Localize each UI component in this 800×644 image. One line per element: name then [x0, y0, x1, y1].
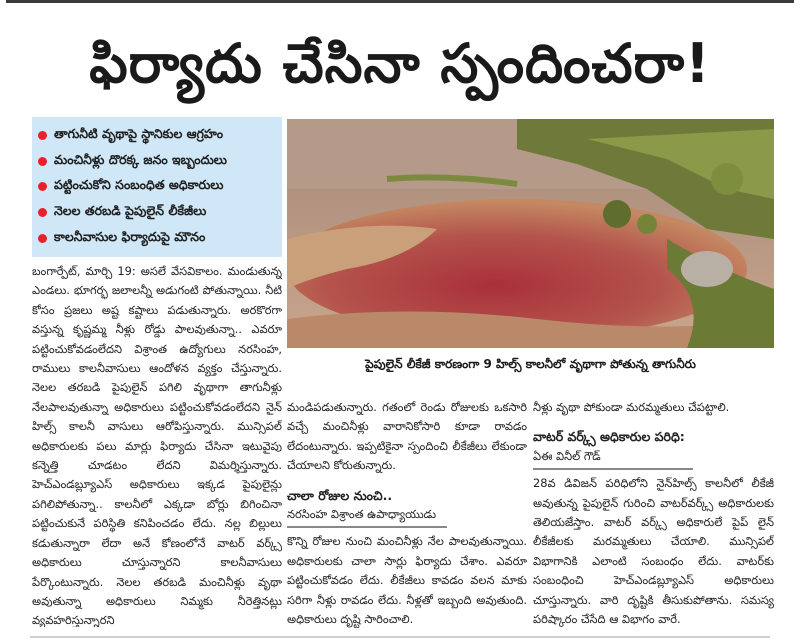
- byline: ఏఈ వినీల్ గౌడ్: [533, 448, 601, 463]
- article-text: 28వ డివిజన్ పరిధిలోని నైన్‌హిల్స్ కాలనీలో లీకేజీ అవుతున్న పైపులైన్ గురించి వాటర్‌వర్క్స్ అధికారులకు తెలియజేస్తాం. వాటర్ వర్క్స్ అధికారులే పైప్ లైన్ లీకేజీలకు మరమ్మతులు చేయాలి. మున్సిపల్ విభాగానికి ఎలాంటి సంబంధం లేదు. వాటర్‌కు సంబంధించి హెచ్ఎండబ్ల్యూఎస్ అధికారులు చూస్తున్నారు. వారి దృష్టికి తీసుకుపోతాను. సమస్య పరిష్కారం చేసేది ఆ విభాగం వారే.: [533, 476, 774, 627]
- top-rule: [6, 0, 794, 3]
- bullet-dot-icon: [38, 131, 47, 140]
- divider: [287, 526, 447, 528]
- highlight-item: తాగునీటి వృథాపై స్థానికుల ఆగ్రహం: [38, 123, 276, 149]
- news-photo: [287, 119, 774, 348]
- article-text: బంగార్పేట్, మార్చి 19: అసలే వేసవికాలం. మండుతున్న ఎండలు. భూగర్భ జలాలన్నీ అడుగంటి పోతున్నాయి. నీటి కోసం ప్రజలు అష్ట కష్టాలు పడుతున్నారు. అరకొరగా వస్తున్న కృష్ణమ్మ నీళ్లు రోడ్డు పాలవుతున్నా.. ఎవరూ పట్టించుకోవడంలేదని విశ్రాంత ఉద్యోగులు నరసింహ, రాములు కాలనీవాసులు ఆందోళన వ్యక్తం చేస్తున్నారు. నెలల తరబడి పైపులైన్ పగిలి వృథాగా తాగునీళ్లు నేలపాలవుతున్నా అధికారులు పట్టించుకోవడంలేదని నైన్ హిల్స్ కాలనీ వాసులు ఆరోపిస్తున్నారు. మున్సిపల్ అధికారులకు పలు మార్లు ఫిర్యాదు చేసినా ఇటువైపు కన్నెత్తి చూడటం లేదని విమర్శిస్తున్నారు. హెచ్ఎండబ్ల్యూఎస్ అధికారులు ఇక్కడ పైపులైన్లు పగిలిపోతున్నా.. కాలనీలో ఎక్కడా బోర్లు బిగించినా పట్టించుకునే పరిస్థితి కనిపించడం లేదు. నల్ల బిల్లులు కడుతున్నారా లేదా అనే కోణంలోనే వాటర్ వర్క్స్ అధికారులు చూస్తున్నారని కాలనీవాసులు పేర్కొంటున్నారు. నెలల తరబడి మంచినీళ్లు వృథా అవుతున్నా అధికారులు నిమ్మకు నీరెత్తినట్లు వ్యవహరిస్తున్నారని: [32, 264, 282, 627]
- article-column-2: [287, 398, 527, 628]
- subheading: చాలా రోజుల నుంచి..: [287, 487, 393, 503]
- byline: నరసింహ విశ్రాంత ఉపాధ్యాయుడు: [287, 507, 437, 522]
- highlight-item: పట్టించుకోని సంబంధిత అధికారులు: [38, 174, 276, 200]
- bullet-dot-icon: [38, 182, 47, 191]
- highlight-item: నెలల తరబడి పైపులైన్ లీకేజీలు: [38, 200, 276, 226]
- article-text: నీళ్లు వృథా పోకుండా మరమ్మతులు చేపట్టాలి.: [533, 400, 730, 414]
- highlight-item: మంచినీళ్లు దొరక్క జనం ఇబ్బందులు: [38, 149, 276, 175]
- subheading: వాటర్ వర్క్స్ అధికారుల పరిధి:: [533, 429, 685, 445]
- bottom-rule: [30, 636, 770, 638]
- highlights-box: [32, 117, 282, 257]
- photo-caption: పైపులైన్ లీకేజీ కారణంగా 9 హిల్స్ కాలనీలో వృథాగా పోతున్న తాగునీరు: [365, 357, 696, 371]
- bullet-dot-icon: [38, 234, 47, 243]
- article-column-3: [533, 398, 774, 628]
- article-column-1: [32, 262, 282, 627]
- divider: [533, 468, 693, 470]
- bullet-dot-icon: [38, 208, 47, 217]
- bullet-dot-icon: [38, 157, 47, 166]
- headline: ఫిర్యాదు చేసినా స్పందించరా!: [89, 32, 711, 95]
- article-text: కొన్ని రోజుల నుంచి మంచినీళ్లు నేల పాలవుతున్నాయి. అధికారులకు చాలా సార్లు ఫిర్యాదు చేశాం. ఎవరూ పట్టించుకోవడం లేదు. లీకేజీలు కావడం వలన మాకు సరిగా నీళ్లు రావడం లేదు. నీళ్లతో ఇబ్బంది అవుతుంది. అధికారులు దృష్టి సారించాలి.: [287, 534, 527, 627]
- highlight-item: కాలనీవాసుల ఫిర్యాదుపై మౌనం: [38, 225, 276, 251]
- article-text: మండిపడుతున్నారు. గతంలో రెండు రోజులకు ఒకసారి వచ్చే మంచినీళ్లు వారానికోసారి కూడా రావడం లేదంటున్నారు. ఇప్పటికైనా స్పందించి లీకేజీలు లేకుండా చేయాలని కోరుతున్నారు.: [287, 400, 527, 473]
- leaking-water-photo: [287, 119, 774, 348]
